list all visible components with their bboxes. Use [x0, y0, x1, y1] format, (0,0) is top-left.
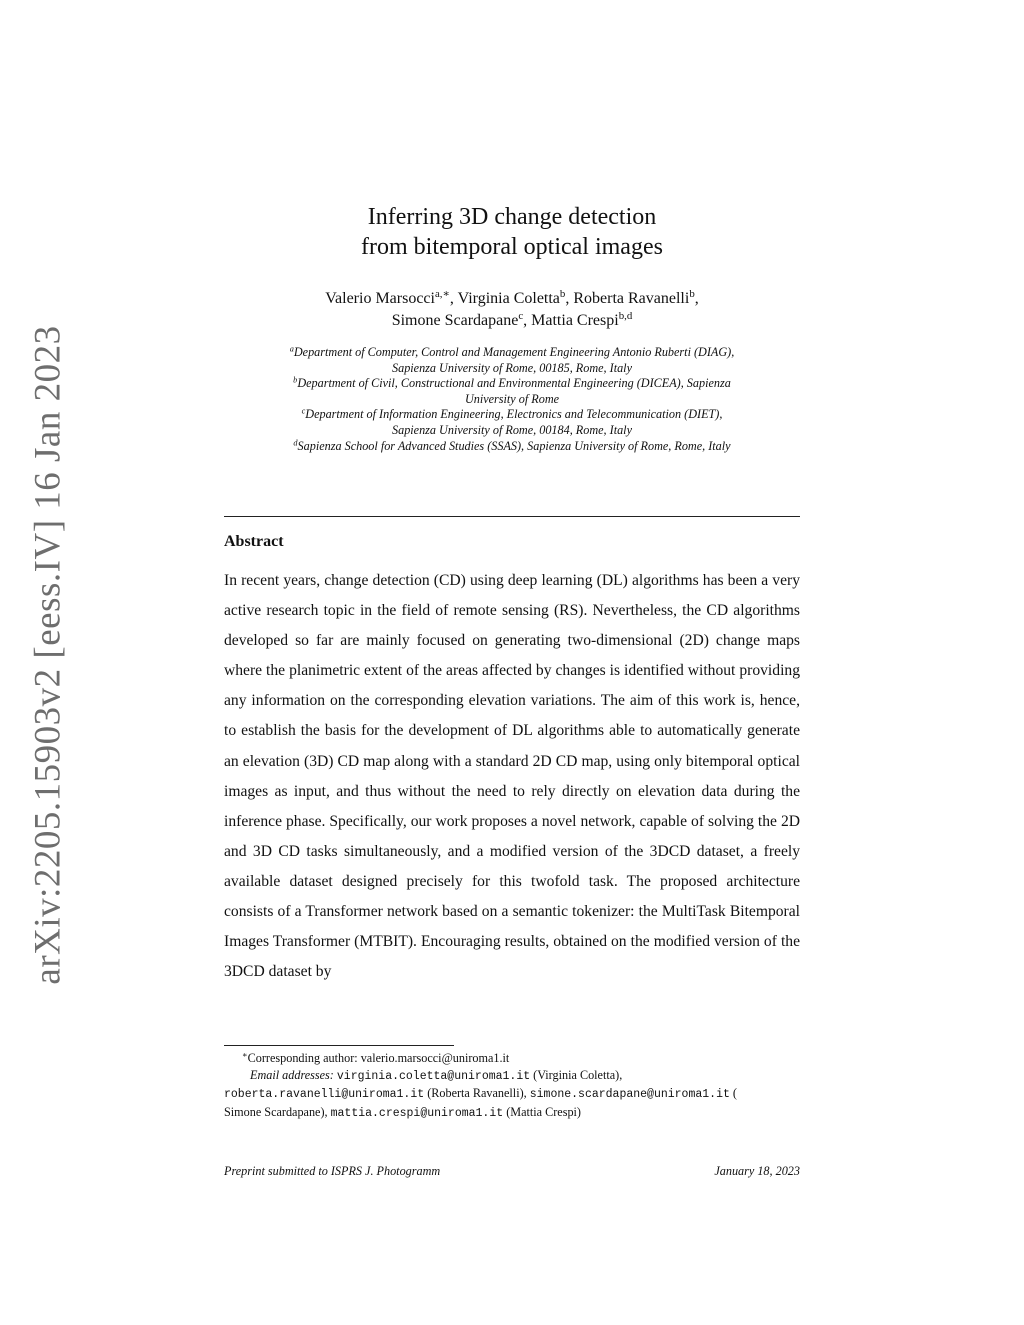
author-affil-sup: a,∗ [434, 288, 450, 301]
affiliation-a-cont: Sapienza University of Rome, 00185, Rome, Italy [392, 360, 632, 375]
email-line-3: Simone Scardapane), mattia.crespi@uniroma1.it (Mattia Crespi) [224, 1104, 581, 1120]
author-affil-sup: c [518, 310, 524, 323]
author-affil-sup: b [689, 288, 695, 301]
affiliation-c: $^c$Department of Information Engineering, Electronics and Telecommunication (DIET), [301, 406, 723, 422]
affiliation-d: $^d$Sapienza School for Advanced Studies (SSAS), Sapienza University of Rome, Rome, Italy [293, 438, 731, 453]
abstract-heading: Abstract [224, 533, 284, 550]
corresponding-author-note: ∗Corresponding author: valerio.marsocci@uniroma1.it [242, 1050, 510, 1065]
title-line-1: Inferring 3D change detection [367, 204, 657, 230]
footnotes [224, 1050, 800, 1122]
arxiv-id-text: arXiv:2205.15903v2 [eess.IV] 16 Jan 2023 [27, 325, 69, 985]
author-name: Virginia Coletta [457, 290, 560, 307]
email-link[interactable]: simone.scardapane@uniroma1.it [529, 1088, 730, 1101]
affiliation-a: $^a$Department of Computer, Control and Management Engineering Antonio Ruberti (DIAG), [289, 344, 735, 359]
title-line-2: from bitemporal optical images [361, 234, 663, 260]
preprint-note: Preprint submitted to ISPRS J. Photogramm [224, 1164, 441, 1178]
email-link[interactable]: roberta.ravanelli@uniroma1.it [224, 1088, 425, 1101]
affiliation-c-cont: Sapienza University of Rome, 00184, Rome, Italy [392, 422, 632, 437]
author-name: Valerio Marsocci [325, 290, 435, 307]
author-name: Roberta Ravanelli [573, 290, 690, 307]
arxiv-sidebar-stamp [20, 325, 76, 985]
preprint-date: January 18, 2023 [714, 1164, 800, 1178]
footnote-divider [224, 1045, 454, 1046]
affiliations [218, 345, 806, 454]
email-addresses-line: Email addresses: virginia.coletta@uniroma1.it (Virginia Coletta), [250, 1067, 623, 1083]
email-link[interactable]: mattia.crespi@uniroma1.it [330, 1106, 504, 1120]
affiliation-b: $^b$Department of Civil, Constructional and Environmental Engineering (DICEA), Sapienza [293, 375, 731, 391]
author-name: Simone Scardapane [391, 312, 519, 329]
author-affil-sup: b,d [618, 310, 633, 323]
paper-title [224, 202, 800, 262]
author-affil-sup: b [559, 288, 566, 301]
author-list: Valerio Marsocci$^{a,∗}$, Virginia Coletta$^b$, Roberta Ravanelli$^b$, Simone Scardapane$^c$, Mattia Crespi$^{b,d}$ [325, 288, 699, 329]
abstract-text: In recent years, change detection (CD) using deep learning (DL) algorithms has been a very active research topic in the field of remote sensing (RS). Nevertheless, the CD algorithms developed so far are mainly focused on generating two-dimensional (2D) change maps where the planimetric extent of the areas affected by changes is identified without providing any information on the corresponding elevation variations. The aim of this work is, hence, to establish the basis for the development of DL algorithms able to automatically generate an elevation (3D) CD map along with a standard 2D CD map, using only bitemporal optical images as input, and thus without the need to rely directly on elevation data during the inference phase. Specifically, our work proposes a novel network, capable of solving the 2D and 3D CD tasks simultaneously, and a modified version of the 3DCD dataset, a freely available dataset designed precisely for this twofold task. The proposed architecture consists of a Transformer network based on a semantic tokenizer: the MultiTask Bitemporal Images Transformer (MTBIT). Encouraging results, obtained on the modified version of the 3DCD dataset by [224, 572, 800, 981]
affiliation-b-cont: University of Rome [464, 391, 560, 406]
abstract-divider [224, 516, 800, 517]
author-name: Mattia Crespi [531, 312, 619, 329]
email-link[interactable]: virginia.coletta@uniroma1.it [336, 1069, 531, 1083]
email-line-2: roberta.ravanelli@uniroma1.it (Roberta Ravanelli), simone.scardapane@uniroma1.it ( [224, 1086, 737, 1101]
